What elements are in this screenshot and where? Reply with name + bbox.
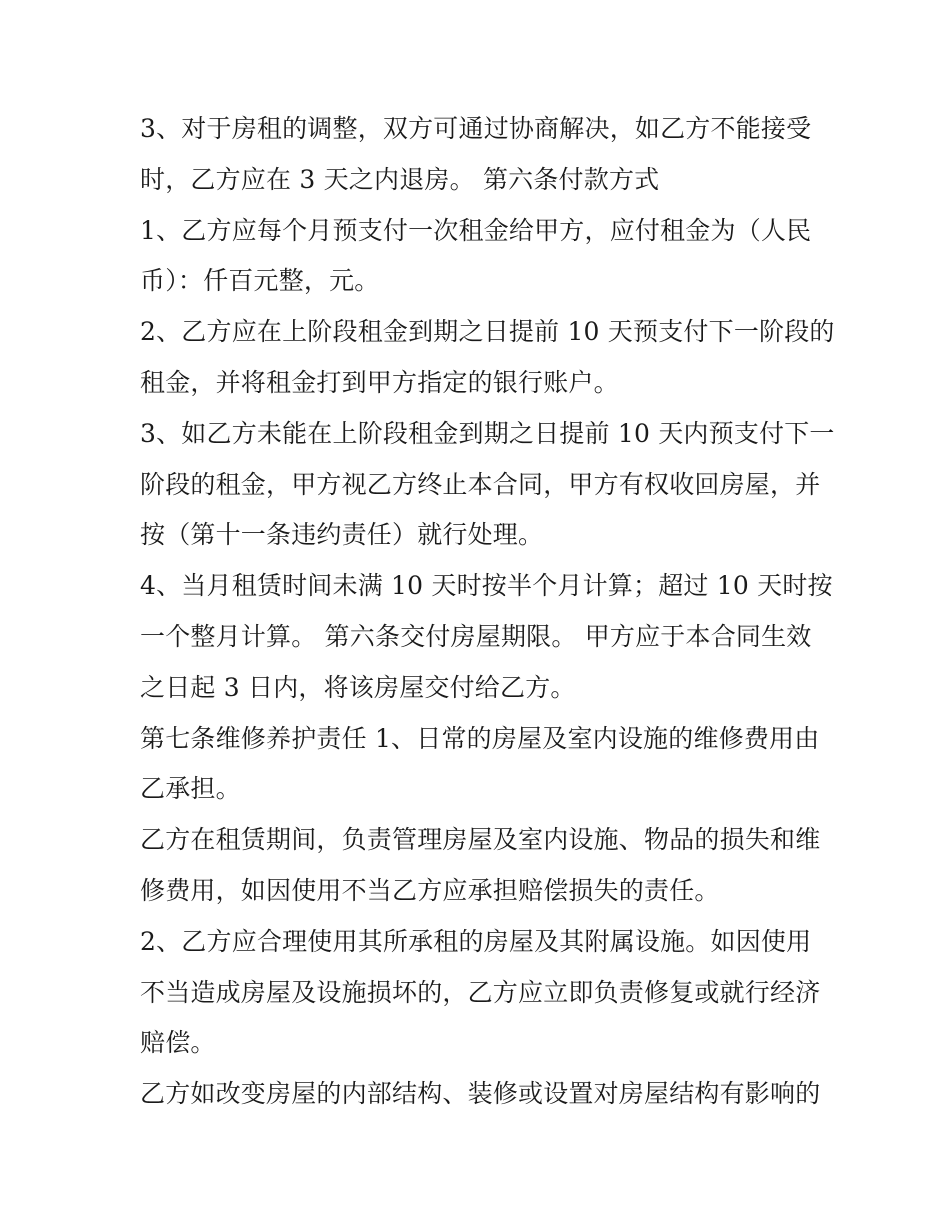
paragraph-payment-3 (140, 409, 835, 561)
paragraph-rent-adjustment (140, 104, 830, 206)
text-line: 3、对于房租的调整，双方可通过协商解决，如乙方不能接受 (140, 114, 812, 143)
text-line: 乙承担。 (140, 774, 241, 804)
document-body (140, 104, 835, 1120)
text-line: 4、当月租赁时间未满 10 天时按半个月计算；超过 10 天时按 (140, 571, 833, 601)
paragraph-payment-1 (140, 206, 830, 308)
text-line: 赔偿。 (140, 1028, 216, 1058)
text-line: 按（第十一条违约责任）就行处理。 (140, 520, 544, 550)
text-line: 乙方在租赁期间，负责管理房屋及室内设施、物品的损失和维 (140, 825, 821, 855)
text-line: 一个整月计算。 第六条交付房屋期限。 甲方应于本合同生效 (140, 621, 812, 651)
text-line: 租金，并将租金打到甲方指定的银行账户。 (140, 367, 619, 397)
paragraph-payment-4 (140, 561, 833, 713)
text-line: 2、乙方应合理使用其所承租的房屋及其附属设施。如因使用 (140, 926, 812, 956)
paragraph-maintenance-responsibility (140, 815, 830, 917)
text-line: 时，乙方应在 3 天之内退房。 第六条付款方式 (140, 164, 660, 194)
paragraph-maintenance-1 (140, 714, 830, 816)
text-line: 阶段的租金，甲方视乙方终止本合同，甲方有权收回房屋，并 (140, 469, 821, 499)
paragraph-payment-2 (140, 307, 835, 409)
text-line: 不当造成房屋及设施损坏的，乙方应立即负责修复或就行经济 (140, 977, 821, 1007)
text-line: 2、乙方应在上阶段租金到期之日提前 10 天预支付下一阶段的 (140, 317, 835, 347)
text-line: 第七条维修养护责任 1、日常的房屋及室内设施的维修费用由 (140, 723, 820, 753)
text-line: 币）：仟百元整，元。 (140, 266, 380, 296)
text-line: 修费用，如因使用不当乙方应承担赔偿损失的责任。 (140, 875, 720, 905)
text-line: 之日起 3 日内，将该房屋交付给乙方。 (140, 672, 576, 702)
text-line: 3、如乙方未能在上阶段租金到期之日提前 10 天内预支付下一 (140, 418, 835, 448)
text-line: 乙方如改变房屋的内部结构、装修或设置对房屋结构有影响的 (140, 1079, 821, 1109)
text-line: 1、乙方应每个月预支付一次租金给甲方，应付租金为（人民 (140, 215, 812, 245)
paragraph-maintenance-2 (140, 917, 830, 1069)
paragraph-structure-change (140, 1069, 830, 1120)
